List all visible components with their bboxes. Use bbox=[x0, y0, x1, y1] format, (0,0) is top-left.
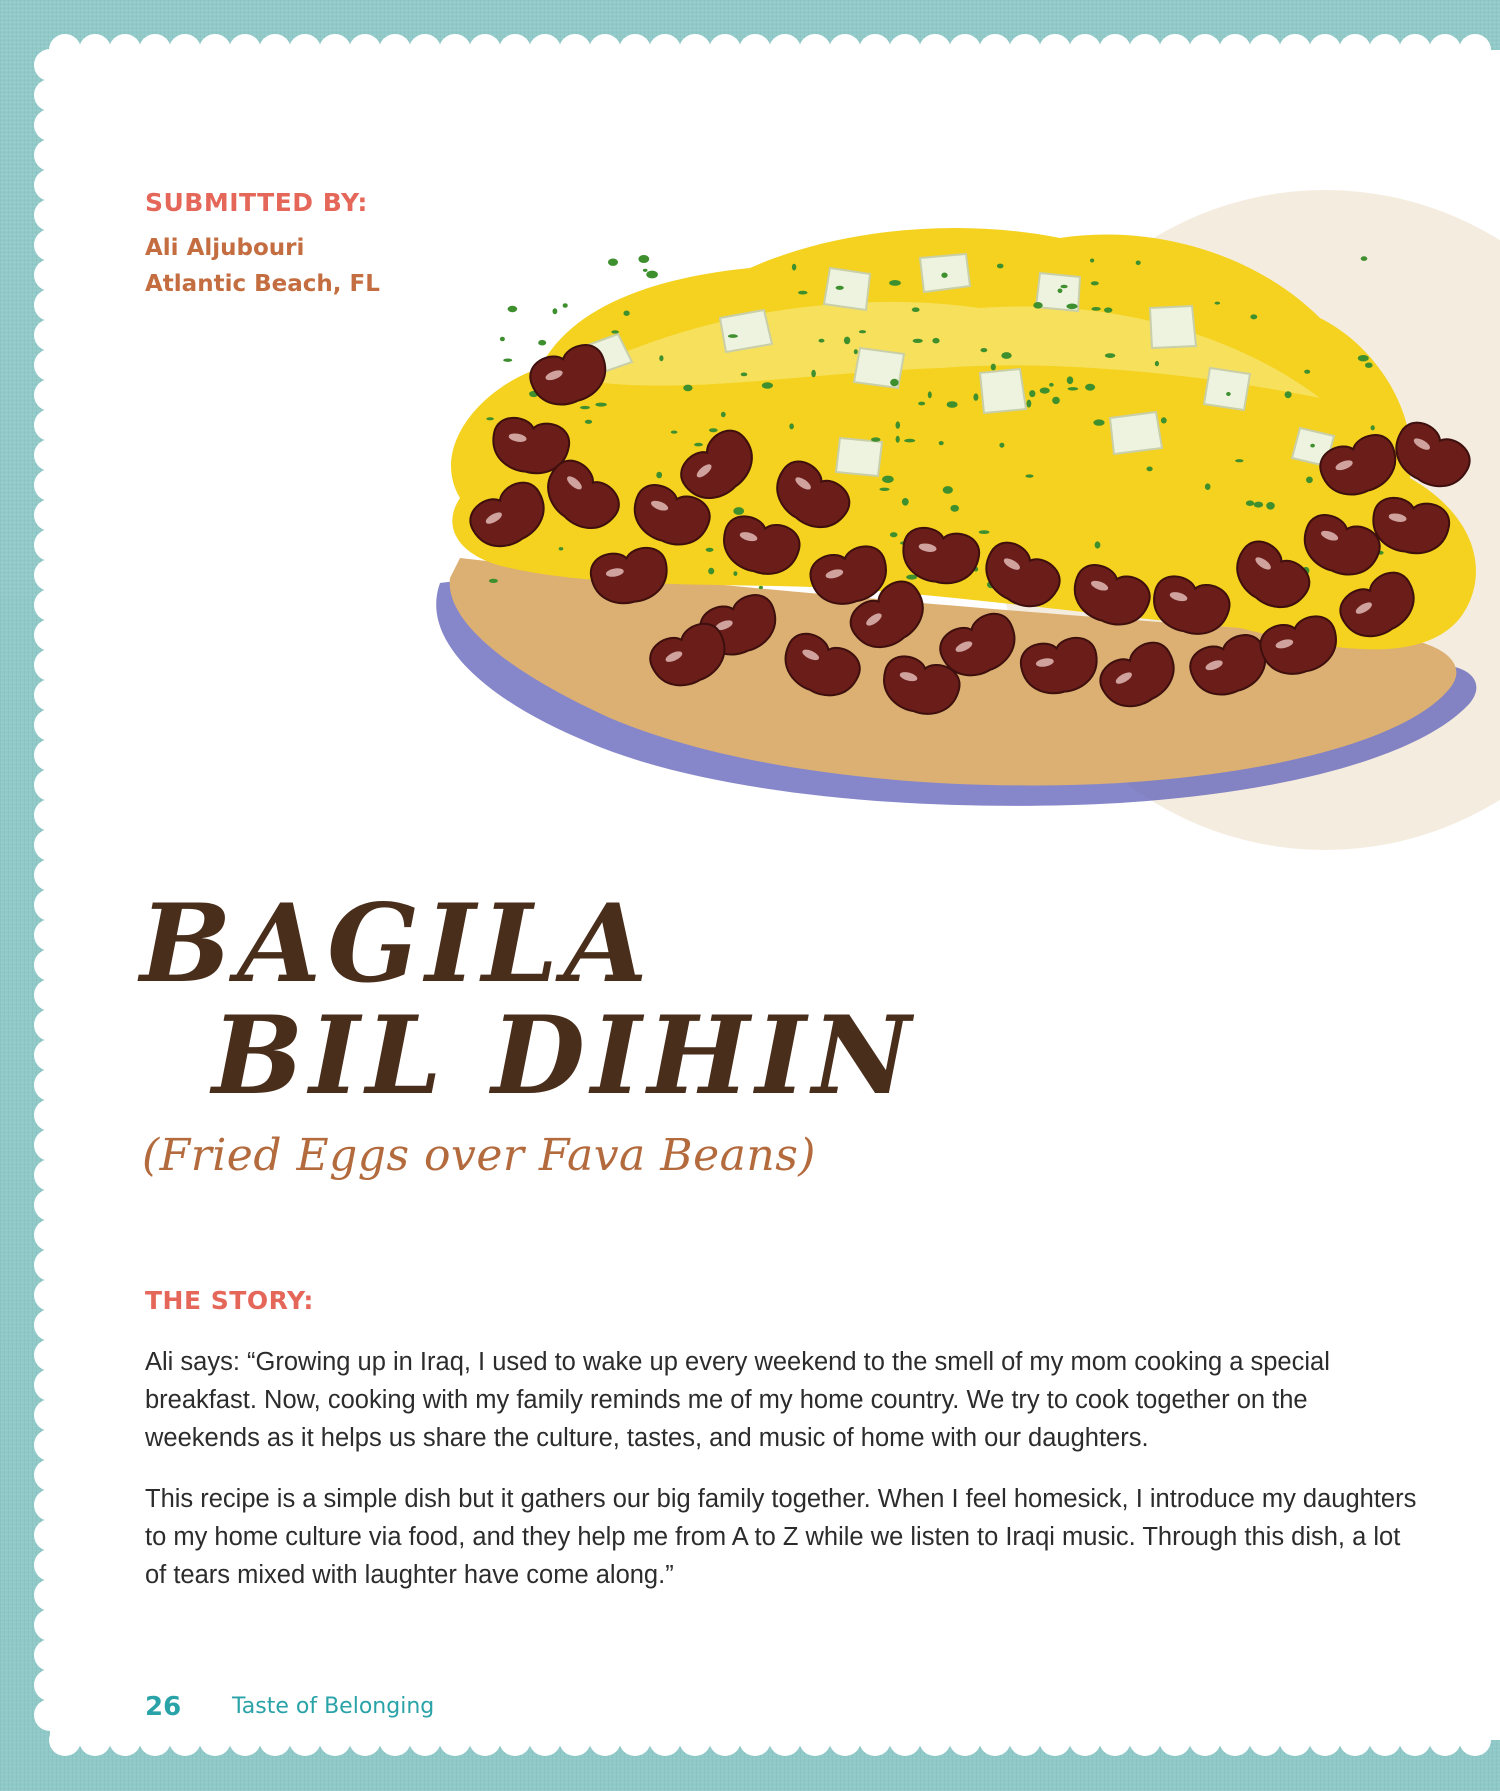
food-illustration bbox=[420, 198, 1500, 858]
submitted-by-heading: SUBMITTED BY: bbox=[145, 188, 368, 217]
story-text bbox=[145, 1343, 1420, 1617]
recipe-title bbox=[140, 881, 917, 1119]
submitter-name: Ali Aljubouri bbox=[145, 235, 305, 261]
submitter-location: Atlantic Beach, FL bbox=[145, 271, 380, 297]
story-paragraph-2: This recipe is a simple dish but it gathers our big family together. When I feel homesick, I introduce my daughters to my home culture via food, and they help me from A to Z while we listen to Iraqi music. Through this dish, a lot of tears mixed with laughter have come along.” bbox=[145, 1485, 1417, 1589]
recipe-page bbox=[50, 50, 1500, 1740]
story-heading: THE STORY: bbox=[145, 1286, 314, 1315]
recipe-title-line-1: BAGILA bbox=[140, 881, 654, 1007]
book-title: Taste of Belonging bbox=[232, 1694, 435, 1719]
page-number: 26 bbox=[145, 1692, 182, 1722]
recipe-title-line-2: BIL DIHIN bbox=[212, 993, 917, 1119]
recipe-subtitle: (Fried Eggs over Fava Beans) bbox=[142, 1130, 816, 1181]
submitter-block bbox=[145, 230, 380, 302]
story-paragraph-1: Ali says: “Growing up in Iraq, I used to wake up every weekend to the smell of my mom cooking a special breakfast. Now, cooking with my family reminds me of my home country. We try to cook together on the weekends as it helps us share the culture, tastes, and music of home with our daughters. bbox=[145, 1348, 1330, 1452]
